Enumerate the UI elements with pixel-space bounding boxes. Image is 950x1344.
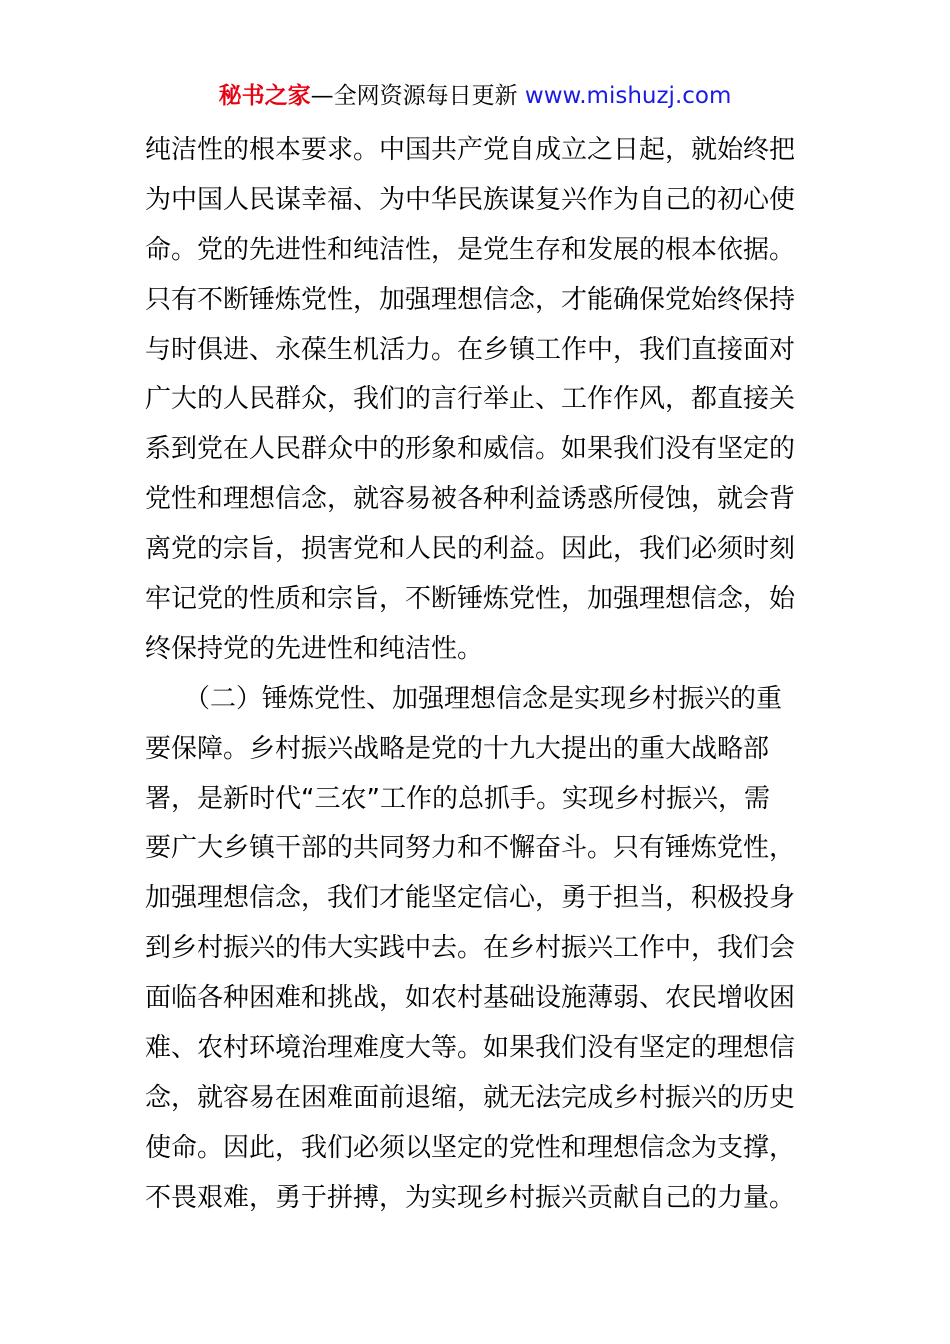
text-line: 难、农村环境治理难度大等。如果我们没有坚定的理想信 <box>145 1033 796 1064</box>
site-header <box>0 80 950 112</box>
text-line: 系到党在人民群众中的形象和威信。如果我们没有坚定的 <box>145 434 796 465</box>
text-line: 为中国人民谋幸福、为中华民族谋复兴作为自己的初心使 <box>145 184 796 215</box>
text-line: 不畏艰难，勇于拼搏，为实现乡村振兴贡献自己的力量。 <box>145 1182 796 1213</box>
text-line: 加强理想信念，我们才能坚定信心，勇于担当，积极投身 <box>145 883 796 914</box>
text-line: 到乡村振兴的伟大实践中去。在乡村振兴工作中，我们会 <box>145 933 796 964</box>
text-line: 纯洁性的根本要求。中国共产党自成立之日起，就始终把 <box>145 135 796 165</box>
text-line: 使命。因此，我们必须以坚定的党性和理想信念为支撑， <box>145 1132 796 1163</box>
text-line: 要保障。乡村振兴战略是党的十九大提出的重大战略部 <box>145 733 770 764</box>
text-line: 终保持党的先进性和纯洁性。 <box>145 633 484 664</box>
text-line: 命。党的先进性和纯洁性，是党生存和发展的根本依据。 <box>145 234 796 265</box>
text-line: 离党的宗旨，损害党和人民的利益。因此，我们必须时刻 <box>145 534 796 565</box>
text-line: 牢记党的性质和宗旨，不断锤炼党性，加强理想信念，始 <box>145 584 796 615</box>
text-line: 署，是新时代“三农”工作的总抓手。实现乡村振兴，需 <box>145 783 770 814</box>
section-heading-line: （二）锤炼党性、加强理想信念是实现乡村振兴的重 <box>145 683 783 714</box>
text-line: 只有不断锤炼党性，加强理想信念，才能确保党始终保持 <box>145 284 796 315</box>
text-line: 与时俱进、永葆生机活力。在乡镇工作中，我们直接面对 <box>145 334 796 365</box>
text-line: 念，就容易在困难面前退缩，就无法完成乡村振兴的历史 <box>145 1082 796 1113</box>
document-body <box>145 126 810 1224</box>
text-line: 广大的人民群众，我们的言行举止、工作作风，都直接关 <box>145 384 796 415</box>
text-line: 要广大乡镇干部的共同努力和不懈奋斗。只有锤炼党性， <box>145 833 796 864</box>
text-line: 面临各种困难和挑战，如农村基础设施薄弱、农民增收困 <box>145 983 796 1014</box>
site-brand: 秘书之家 <box>218 83 311 109</box>
site-tagline: —全网资源每日更新 <box>310 83 525 109</box>
site-url-link[interactable]: www.mishuzj.com <box>524 83 732 109</box>
text-line: 党性和理想信念，就容易被各种利益诱惑所侵蚀，就会背 <box>145 484 796 515</box>
